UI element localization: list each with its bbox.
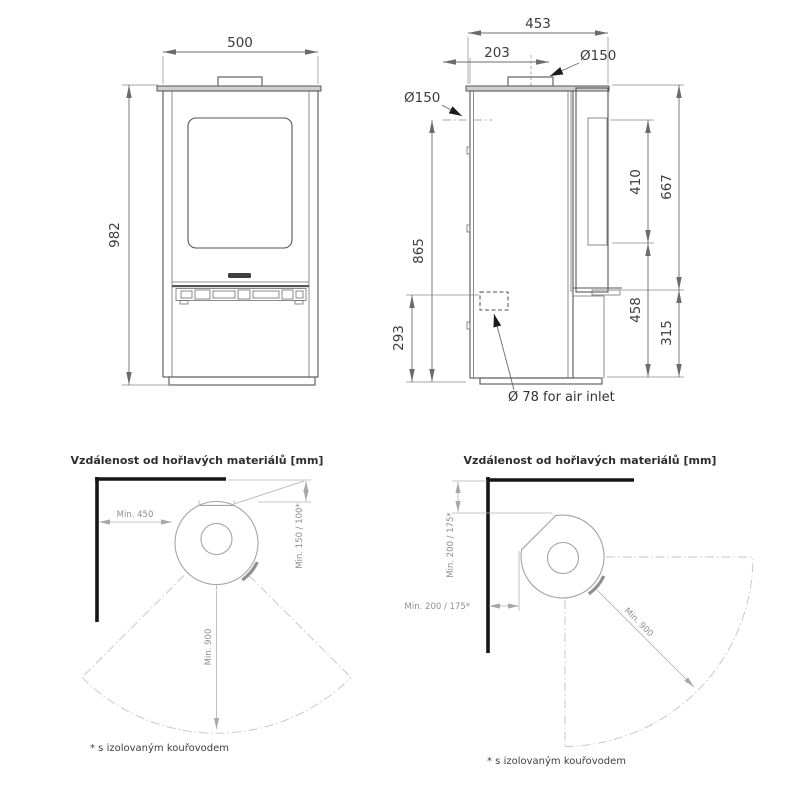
upper-height-dim: 667 [659, 174, 675, 200]
lower-height-dim: 458 [628, 297, 644, 323]
base-height-dim: 315 [659, 320, 675, 346]
rear-flue-diameter-label: Ø150 [404, 90, 441, 106]
top-flue-diameter-label: Ø150 [580, 48, 617, 64]
air-inlet-leader-arrow [494, 314, 514, 390]
top-flue-leader-arrow [550, 63, 579, 76]
depth-dim: 453 [525, 16, 551, 32]
rear-flue-leader-arrow [442, 105, 462, 116]
grille-shadow [172, 285, 309, 287]
top-plate-front [157, 86, 321, 91]
door-side-panel [576, 88, 608, 292]
clearance-diagram-front [71, 454, 351, 754]
flue-circle [548, 543, 579, 574]
air-inlet-marker [480, 292, 508, 310]
door-handle [242, 562, 257, 580]
footnote: * s izolovaným kouřovodem [90, 743, 230, 754]
air-inlet-height-dim: 293 [391, 325, 407, 351]
rear-flue-height-dim: 865 [411, 238, 427, 264]
glass-height-dim: 410 [628, 169, 644, 195]
clearance-title: Vzdálenost od hořlavých materiálů [mm] [463, 454, 717, 467]
plinth-side [480, 378, 602, 384]
front-width-dim: 500 [227, 35, 253, 51]
chimney-collar-front [218, 77, 262, 86]
clearance-title: Vzdálenost od hořlavých materiálů [mm] [70, 454, 324, 467]
flue-offset-dim: 203 [484, 45, 510, 61]
front-clearance-dim: Min. 900 [204, 628, 214, 666]
front-clearance-dim-line [596, 589, 694, 687]
flue-circle [201, 524, 232, 555]
rear-top-clearance-dim: Min. 200 / 175* [446, 512, 456, 578]
side-clearance-dim: Min. 450 [116, 510, 154, 520]
footnote: * s izolovaným kouřovodem [487, 756, 627, 767]
stove-front-outline [163, 91, 318, 377]
stove-top-view [175, 502, 258, 585]
rear-clearance-dim: Min. 150 / 100* [295, 503, 305, 569]
stove-side-outline [470, 91, 573, 378]
stove-glass-window [188, 118, 292, 248]
plinth-front [169, 377, 315, 385]
air-inlet-note: Ø 78 for air inlet [508, 390, 615, 405]
front-height-dim: 982 [107, 222, 123, 248]
stove-top-view [521, 515, 604, 598]
front-clearance-dim: Min. 900 [621, 606, 655, 640]
side-view [391, 16, 684, 405]
door-glass-side [588, 118, 607, 245]
door-handle [589, 576, 604, 594]
rear-side-clearance-dim: Min. 200 / 175* [404, 602, 470, 612]
front-view [107, 35, 321, 385]
brand-logo-mark [228, 273, 251, 278]
clearance-diagram-corner [405, 454, 753, 767]
chimney-collar-side [508, 77, 553, 86]
